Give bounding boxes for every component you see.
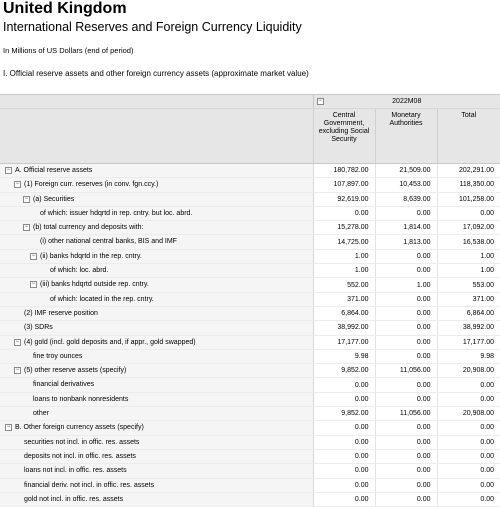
cell-total: 38,992.00: [437, 321, 500, 335]
cell-total: 0.00: [437, 464, 500, 478]
row-label: other: [33, 410, 49, 417]
cell-monetary-authorities: 21,509.00: [375, 164, 437, 178]
table-row: [0, 206, 500, 220]
collapse-minus-icon[interactable]: −: [5, 167, 12, 174]
cell-total: 0.00: [437, 206, 500, 220]
row-label-cell: [0, 478, 313, 492]
cell-central-government: 0.00: [313, 206, 375, 220]
collapse-minus-icon[interactable]: −: [5, 424, 12, 431]
table-row: [0, 378, 500, 392]
cell-total: 0.00: [437, 421, 500, 435]
cell-total: 6,864.00: [437, 306, 500, 320]
section-heading: I. Official reserve assets and other foreign currency assets (approximate market value): [3, 69, 309, 78]
cell-total: 0.00: [437, 449, 500, 463]
row-label-cell: [0, 349, 313, 363]
collapse-minus-icon[interactable]: −: [317, 98, 324, 105]
cell-central-government: 180,782.00: [313, 164, 375, 178]
cell-monetary-authorities: 1,814.00: [375, 221, 437, 235]
cell-central-government: 6,864.00: [313, 306, 375, 320]
cell-total: 371.00: [437, 292, 500, 306]
cell-total: 202,291.00: [437, 164, 500, 178]
cell-central-government: 15,278.00: [313, 221, 375, 235]
table-row: [0, 178, 500, 192]
table-row: [0, 292, 500, 306]
row-label-cell: [0, 321, 313, 335]
column-header-monetary-authorities: Monetary Authorities: [375, 109, 437, 164]
row-label-cell: [0, 178, 313, 192]
table-row: [0, 492, 500, 506]
row-label: of which: loc. abrd.: [50, 267, 108, 274]
cell-central-government: 9.98: [313, 349, 375, 363]
cell-central-government: 1.00: [313, 249, 375, 263]
cell-total: 0.00: [437, 435, 500, 449]
cell-central-government: 17,177.00: [313, 335, 375, 349]
cell-total: 0.00: [437, 478, 500, 492]
row-label: (4) gold (incl. gold deposits and, if appr., gold swapped): [24, 339, 196, 346]
column-header-row: [0, 109, 500, 164]
cell-monetary-authorities: 0.00: [375, 378, 437, 392]
table-row: [0, 407, 500, 421]
collapse-minus-icon[interactable]: −: [14, 339, 21, 346]
cell-central-government: 0.00: [313, 492, 375, 506]
collapse-minus-icon[interactable]: −: [14, 367, 21, 374]
row-label: of which: located in the rep. cntry.: [50, 296, 154, 303]
cell-monetary-authorities: 0.00: [375, 321, 437, 335]
cell-central-government: 9,852.00: [313, 407, 375, 421]
cell-monetary-authorities: 0.00: [375, 206, 437, 220]
collapse-minus-icon[interactable]: −: [23, 196, 30, 203]
row-label: (1) Foreign curr. reserves (in conv. fgn.ccy.): [24, 181, 158, 188]
period-label: 2022M08: [314, 95, 500, 108]
row-label: gold not incl. in offic. res. assets: [24, 496, 123, 503]
row-label-cell: [0, 378, 313, 392]
cell-monetary-authorities: 11,056.00: [375, 407, 437, 421]
cell-total: 17,177.00: [437, 335, 500, 349]
cell-total: 0.00: [437, 392, 500, 406]
table-row: [0, 164, 500, 178]
collapse-minus-icon[interactable]: −: [30, 253, 37, 260]
cell-monetary-authorities: 0.00: [375, 264, 437, 278]
table-row: [0, 421, 500, 435]
row-label: (i) other national central banks, BIS and IMF: [40, 238, 177, 245]
row-label: of which: issuer hdqrtd in rep. cntry. but loc. abrd.: [40, 210, 192, 217]
cell-monetary-authorities: 10,453.00: [375, 178, 437, 192]
row-label-cell: [0, 364, 313, 378]
cell-total: 20,908.00: [437, 407, 500, 421]
cell-monetary-authorities: 0.00: [375, 306, 437, 320]
cell-monetary-authorities: 0.00: [375, 392, 437, 406]
row-label-cell: [0, 235, 313, 249]
cell-monetary-authorities: 0.00: [375, 478, 437, 492]
units-note: In Millions of US Dollars (end of period): [3, 46, 133, 55]
cell-total: 17,092.00: [437, 221, 500, 235]
cell-central-government: 0.00: [313, 435, 375, 449]
cell-central-government: 38,992.00: [313, 321, 375, 335]
row-label-cell: [0, 206, 313, 220]
cell-monetary-authorities: 8,639.00: [375, 192, 437, 206]
row-label-cell: [0, 221, 313, 235]
table-body: [0, 164, 500, 507]
row-label: financial deriv. not incl. in offic. res. assets: [24, 482, 154, 489]
row-label-cell: [0, 264, 313, 278]
table-row: [0, 235, 500, 249]
collapse-minus-icon[interactable]: −: [14, 181, 21, 188]
row-label: deposits not incl. in offic. res. assets: [24, 453, 136, 460]
cell-total: 9.98: [437, 349, 500, 363]
cell-total: 1.00: [437, 264, 500, 278]
row-label: (2) IMF reserve position: [24, 310, 98, 317]
row-label: (a) Securities: [33, 196, 74, 203]
cell-central-government: 0.00: [313, 421, 375, 435]
stub-header-blank: [0, 109, 313, 164]
cell-monetary-authorities: 0.00: [375, 292, 437, 306]
row-label: loans not incl. in offic. res. assets: [24, 467, 127, 474]
row-label-cell: [0, 164, 313, 178]
table-row: [0, 249, 500, 263]
row-label-cell: [0, 292, 313, 306]
table-row: [0, 364, 500, 378]
cell-central-government: 0.00: [313, 392, 375, 406]
cell-monetary-authorities: 1,813.00: [375, 235, 437, 249]
report-title: International Reserves and Foreign Currency Liquidity: [3, 20, 302, 34]
table-row: [0, 306, 500, 320]
cell-total: 0.00: [437, 378, 500, 392]
period-header: [313, 95, 500, 109]
row-label: (iii) banks hdqrtd outside rep. cntry.: [40, 281, 149, 288]
row-label-cell: [0, 464, 313, 478]
cell-central-government: 1.00: [313, 264, 375, 278]
table-row: [0, 278, 500, 292]
cell-total: 1.00: [437, 249, 500, 263]
country-title: United Kingdom: [3, 0, 127, 18]
cell-central-government: 552.00: [313, 278, 375, 292]
row-label: financial derivatives: [33, 381, 94, 388]
cell-monetary-authorities: 0.00: [375, 435, 437, 449]
cell-total: 553.00: [437, 278, 500, 292]
row-label-cell: [0, 492, 313, 506]
cell-monetary-authorities: 0.00: [375, 421, 437, 435]
column-header-total: Total: [437, 109, 500, 164]
cell-central-government: 92,619.00: [313, 192, 375, 206]
row-label: B. Other foreign currency assets (specify): [15, 424, 144, 431]
cell-total: 16,538.00: [437, 235, 500, 249]
stub-header: [0, 95, 313, 109]
row-label-cell: [0, 449, 313, 463]
cell-monetary-authorities: 0.00: [375, 335, 437, 349]
cell-monetary-authorities: 0.00: [375, 249, 437, 263]
table-row: [0, 321, 500, 335]
row-label-cell: [0, 421, 313, 435]
cell-central-government: 0.00: [313, 449, 375, 463]
table-row: [0, 449, 500, 463]
cell-total: 0.00: [437, 492, 500, 506]
cell-total: 118,350.00: [437, 178, 500, 192]
table-row: [0, 335, 500, 349]
row-label-cell: [0, 407, 313, 421]
cell-central-government: 107,897.00: [313, 178, 375, 192]
cell-monetary-authorities: 0.00: [375, 349, 437, 363]
row-label: (3) SDRs: [24, 324, 53, 331]
cell-central-government: 0.00: [313, 478, 375, 492]
row-label-cell: [0, 392, 313, 406]
column-header-central-government: Central Government, excluding Social Security: [313, 109, 375, 164]
row-label: (b) total currency and deposits with:: [33, 224, 144, 231]
table-row: [0, 435, 500, 449]
collapse-minus-icon[interactable]: −: [23, 224, 30, 231]
table-row: [0, 392, 500, 406]
table-row: [0, 221, 500, 235]
cell-central-government: 0.00: [313, 378, 375, 392]
period-header-row: [0, 95, 500, 109]
row-label-cell: [0, 306, 313, 320]
row-label-cell: [0, 192, 313, 206]
table-row: [0, 192, 500, 206]
table-row: [0, 264, 500, 278]
table-row: [0, 464, 500, 478]
row-label: A. Official reserve assets: [15, 167, 92, 174]
cell-monetary-authorities: 1.00: [375, 278, 437, 292]
row-label: securities not incl. in offic. res. assets: [24, 439, 139, 446]
cell-total: 101,258.00: [437, 192, 500, 206]
cell-central-government: 371.00: [313, 292, 375, 306]
collapse-minus-icon[interactable]: −: [30, 281, 37, 288]
cell-monetary-authorities: 0.00: [375, 492, 437, 506]
row-label-cell: [0, 435, 313, 449]
cell-monetary-authorities: 11,056.00: [375, 364, 437, 378]
cell-monetary-authorities: 0.00: [375, 464, 437, 478]
cell-central-government: 14,725.00: [313, 235, 375, 249]
row-label: (5) other reserve assets (specify): [24, 367, 126, 374]
table-row: [0, 478, 500, 492]
cell-central-government: 0.00: [313, 464, 375, 478]
row-label-cell: [0, 249, 313, 263]
reserves-table: [0, 94, 500, 507]
row-label-cell: [0, 335, 313, 349]
table-row: [0, 349, 500, 363]
row-label-cell: [0, 278, 313, 292]
row-label: loans to nonbank nonresidents: [33, 396, 128, 403]
cell-central-government: 9,852.00: [313, 364, 375, 378]
cell-monetary-authorities: 0.00: [375, 449, 437, 463]
row-label: fine troy ounces: [33, 353, 82, 360]
row-label: (ii) banks hdqrtd in the rep. cntry.: [40, 253, 142, 260]
cell-total: 20,908.00: [437, 364, 500, 378]
